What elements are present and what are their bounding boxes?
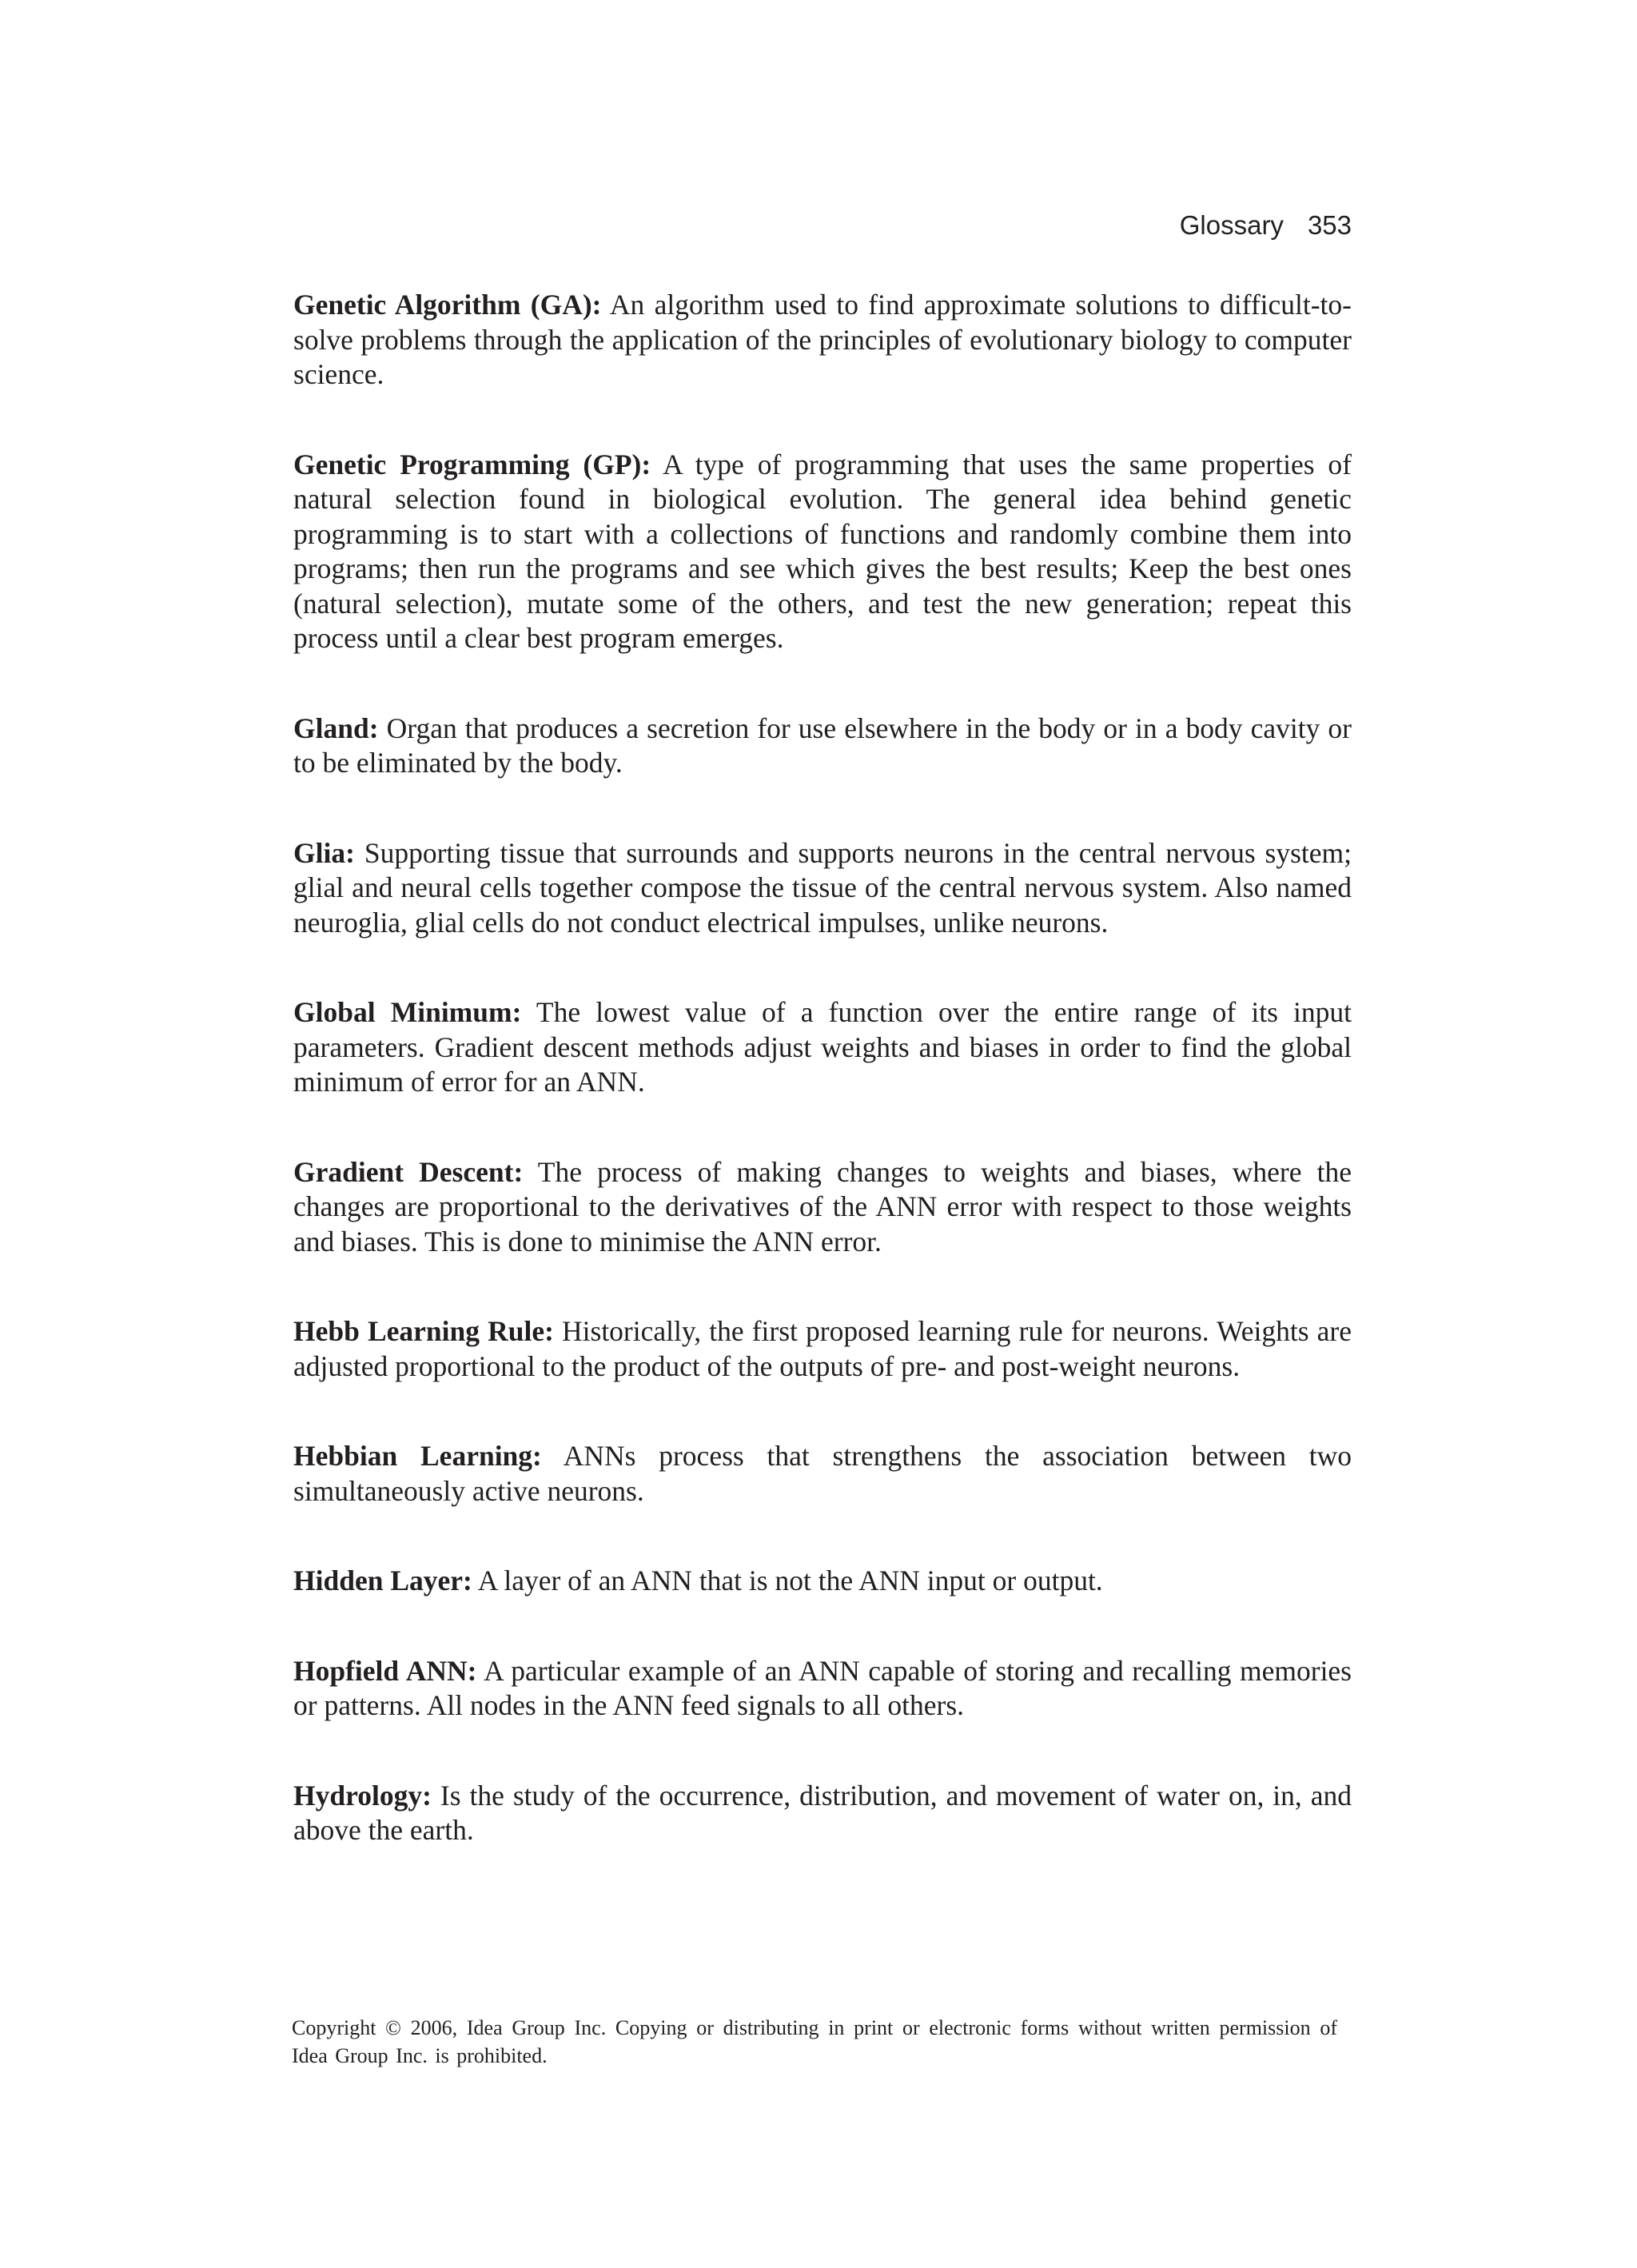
glossary-entry-hebbian-learning [293,1439,1352,1509]
entry-definition: The process of making changes to weights and biases, where the changes are proportional to the derivatives of the ANN error with respect to those weights and biases. This is done to minimise the ANN error. [293,1155,1352,1258]
entry-term: Gradient Descent: [293,1155,524,1188]
entry-definition: A particular example of an ANN capable of storing and recalling memories or patterns. All nodes in the ANN feed signals to all others. [293,1654,1352,1721]
glossary-entry-hydrology [293,1779,1352,1848]
running-head [1180,206,1352,245]
entry-term: Hebbian Learning: [293,1440,542,1472]
entry-definition: An algorithm used to find approximate solutions to difficult-to-solve problems through the application of the principles of evolutionary biology to computer science. [293,289,1352,390]
entry-term: Genetic Programming (GP): [293,448,651,480]
copyright-notice: Copyright © 2006, Idea Group Inc. Copying or distributing in print or electronic forms without written permission of Idea Group Inc. is prohibited. [292,2016,1337,2067]
glossary-entry-global-minimum [293,995,1352,1100]
section-title: Glossary [1179,210,1284,240]
entry-term: Hopfield ANN: [293,1654,477,1687]
entry-definition: The lowest value of a function over the entire range of its input parameters. Gradient descent methods adjust weights and biases in order to find the global minimum of error for an ANN. [293,996,1352,1098]
glossary-entry-glia [293,836,1352,941]
entry-definition: ANNs process that strengthens the association between two simultaneously active neurons. [293,1440,1352,1507]
entry-definition: Organ that produces a secretion for use elsewhere in the body or in a body cavity or to be eliminated by the body. [293,711,1352,779]
glossary-entries [293,288,1352,1903]
entry-term: Hebb Learning Rule: [293,1315,554,1347]
glossary-entry-hebb-learning-rule [293,1314,1352,1384]
entry-definition: A type of programming that uses the same properties of natural selection found in biological evolution. The general idea behind genetic programming is to start with a collections of functions and randomly combine them into programs; then run the programs and see which gives the best results; Keep the best ones (natural selection), mutate some of the others, and test the new generation; repeat this process until a clear best program emerges. [293,448,1352,654]
entry-term: Hidden Layer: [293,1564,472,1596]
entry-term: Hydrology: [293,1779,432,1812]
glossary-entry-gradient-descent [293,1155,1352,1260]
entry-term: Glia: [293,836,355,869]
page-number: 353 [1307,210,1352,240]
entry-definition: Supporting tissue that surrounds and supports neurons in the central nervous system; glial and neural cells together compose the tissue of the central nervous system. Also named neuroglia, glial cells do not conduct electrical impulses, unlike neurons. [293,836,1352,939]
entry-term: Genetic Algorithm (GA): [293,289,602,321]
entry-definition: Is the study of the occurrence, distribution, and movement of water on, in, and above the earth. [293,1779,1352,1846]
glossary-entry-hidden-layer [293,1564,1352,1599]
entry-definition: A layer of an ANN that is not the ANN input or output. [477,1564,1103,1596]
glossary-entry-genetic-algorithm [293,288,1352,393]
glossary-entry-genetic-programming [293,448,1352,656]
entry-definition: Historically, the first proposed learning rule for neurons. Weights are adjusted proportional to the product of the outputs of pre- and post-weight neurons. [293,1315,1352,1382]
glossary-entry-hopfield-ann [293,1654,1352,1724]
glossary-entry-gland [293,711,1352,781]
entry-term: Global Minimum: [293,996,522,1028]
entry-term: Gland: [293,711,379,744]
